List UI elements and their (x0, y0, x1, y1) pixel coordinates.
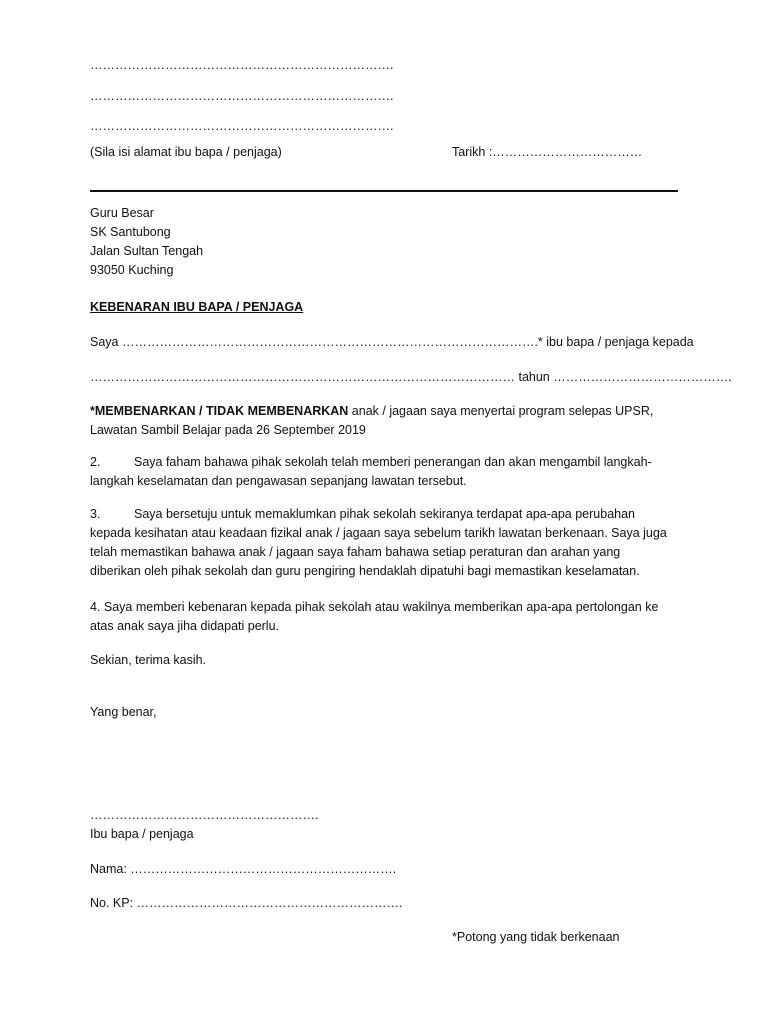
address-hint: (Sila isi alamat ibu bapa / penjaga) (90, 145, 282, 159)
parent-name-line: Saya ……………………………………………………………………………………….* ibu bapa / penjaga kepada (90, 335, 694, 349)
recipient-title: Guru Besar (90, 206, 154, 220)
address-line-2: ………………………………………………………………. (90, 89, 394, 103)
letter-title: KEBENARAN IBU BAPA / PENJAGA (90, 300, 304, 314)
address-line-1: ………………………………………………………………. (90, 58, 394, 72)
paragraph-3-text: Saya bersetuju untuk memaklumkan pihak sekolah sekiranya terdapat apa-apa perubahan kepada kesihatan atau keadaan fizikal anak / jagaan saya sebelum tarikh lawatan berkenaan. Saya juga telah memastikan bahawa anak / jagaan saya faham bahawa setiap peraturan dan arahan yang diberikan oleh pihak sekolah dan guru pengiring hendaklah dipatuhi bagi memastikan keselamatan. (90, 507, 667, 578)
date-field: Tarikh :……………………………… (452, 145, 643, 159)
name-field: Nama: ………………………………………………………. (90, 862, 397, 876)
paragraph-4: 4. Saya memberi kebenaran kepada pihak sekolah atau wakilnya memberikan apa-apa pertolongan ke atas anak saya jiha didapati perlu. (90, 600, 659, 633)
header-divider (90, 190, 678, 192)
paragraph-2-number: 2. (90, 455, 101, 469)
ic-number-field: No. KP: ………………………………………………………. (90, 896, 403, 910)
consent-text: anak / jagaan saya menyertai program selepas UPSR, Lawatan Sambil Belajar pada 26 September 2019 (90, 404, 654, 437)
recipient-street: Jalan Sultan Tengah (90, 244, 204, 258)
recipient-school: SK Santubong (90, 225, 171, 239)
closing-text: Sekian, terima kasih. (90, 653, 207, 667)
consent-choice: *MEMBENARKAN / TIDAK MEMBENARKAN (90, 404, 349, 418)
footnote: *Potong yang tidak berkenaan (452, 930, 620, 944)
paragraph-3-number: 3. (90, 507, 101, 521)
paragraph-2 (90, 453, 670, 491)
paragraph-3 (90, 505, 670, 581)
signature-caption: Ibu bapa / penjaga (90, 827, 194, 841)
signature-line: ………………………………………………. (90, 808, 319, 822)
paragraph-2-text: Saya faham bahawa pihak sekolah telah memberi penerangan dan akan mengambil langkah-langkah keselamatan dan pengawasan sepanjang lawatan tersebut. (90, 455, 652, 488)
signoff-text: Yang benar, (90, 705, 157, 719)
child-name-line: ………………………………………………………………………………………… tahun ……………………………………. (90, 370, 732, 384)
consent-paragraph (90, 402, 670, 440)
address-line-3: ………………………………………………………………. (90, 119, 394, 133)
recipient-postcode: 93050 Kuching (90, 263, 174, 277)
